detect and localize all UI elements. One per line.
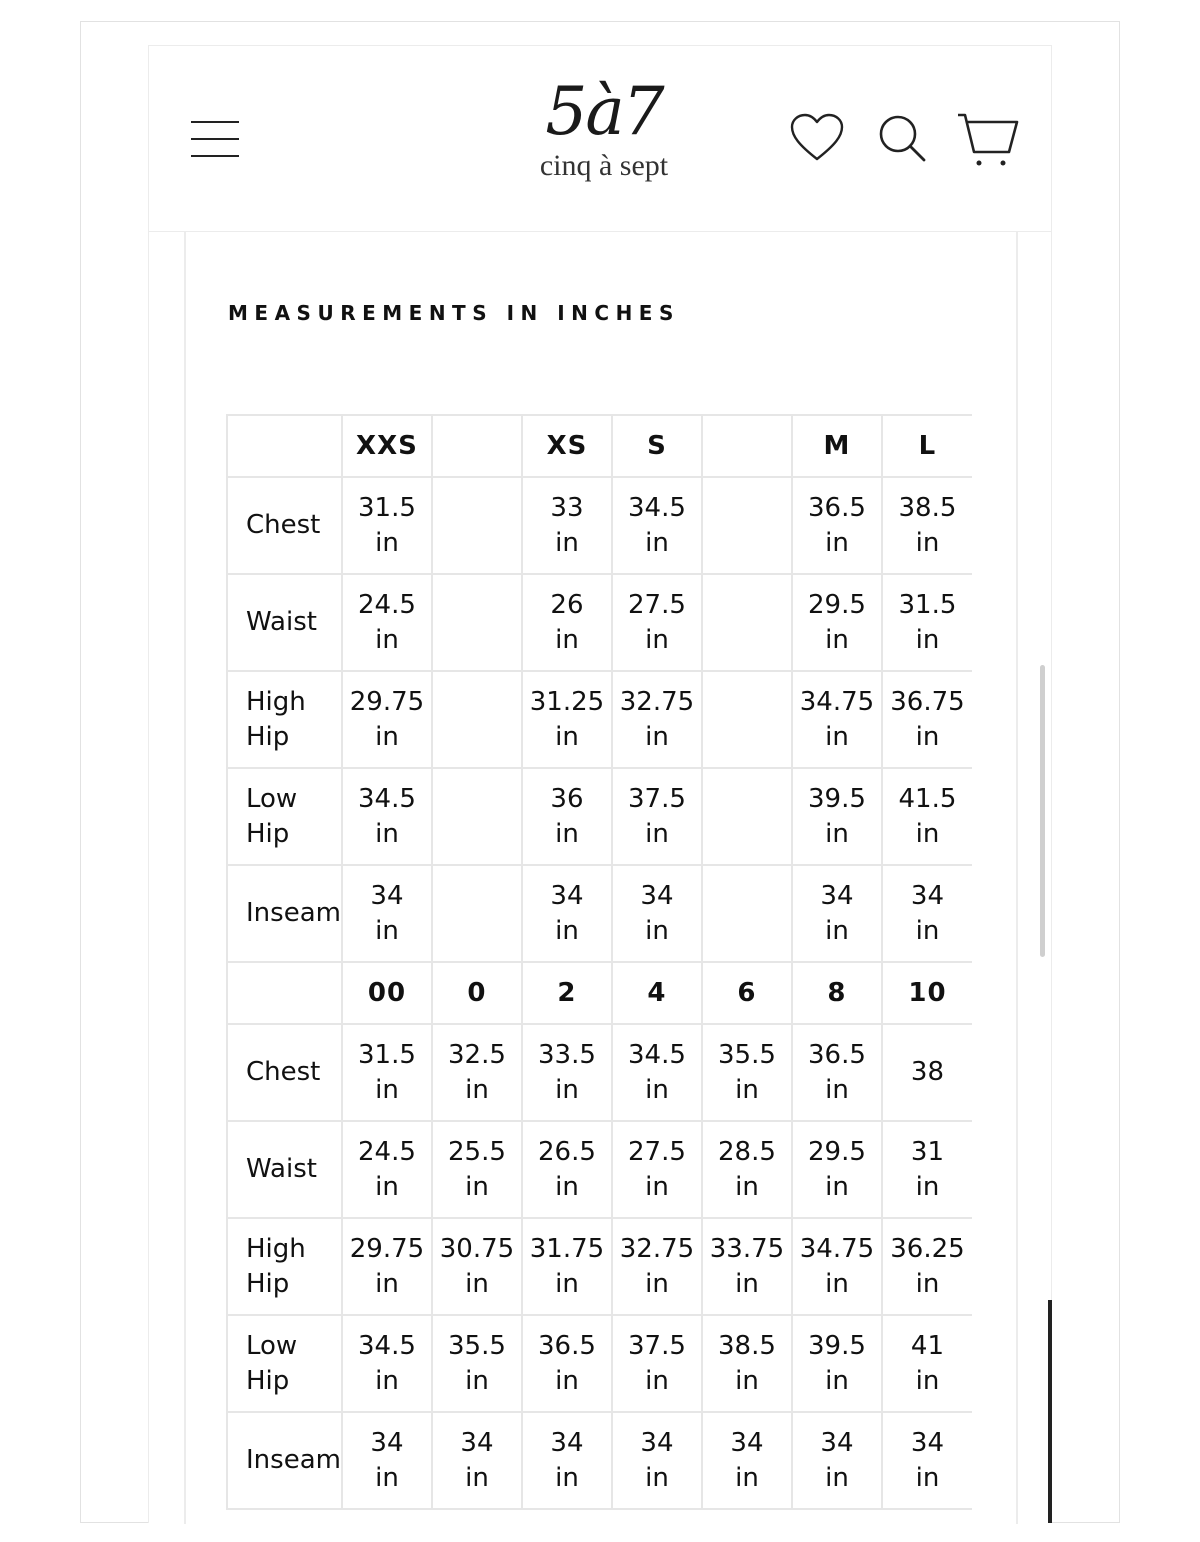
measurement-row xyxy=(227,1315,972,1412)
measurement-label: Chest xyxy=(227,1024,342,1121)
measurement-value-cell: 34.75 in xyxy=(792,671,882,768)
measurement-value-cell: 38 xyxy=(882,1024,972,1121)
measurement-value-cell: 34 in xyxy=(792,1412,882,1509)
measurement-value-cell: 34.5 in xyxy=(342,768,432,865)
measurement-row xyxy=(227,1024,972,1121)
measurement-value-cell: 35.5 in xyxy=(432,1315,522,1412)
measurement-label: Waist xyxy=(227,1121,342,1218)
measurement-value-cell: 38.5 in xyxy=(882,477,972,574)
measurement-value-cell: 28.5 in xyxy=(702,1121,792,1218)
measurement-value-cell: 33 in xyxy=(522,477,612,574)
measurement-value-cell: 34 in xyxy=(342,1412,432,1509)
measurement-value-cell: 36.5 in xyxy=(792,1024,882,1121)
size-header-cell xyxy=(702,415,792,477)
measurement-value-cell: 37.5 in xyxy=(612,1315,702,1412)
measurement-value-cell: 39.5 in xyxy=(792,768,882,865)
size-header-cell: 6 xyxy=(702,962,792,1024)
size-header-cell: S xyxy=(612,415,702,477)
measurement-value-cell: 31.5 in xyxy=(882,574,972,671)
measurement-value-cell: 32.75 in xyxy=(612,671,702,768)
size-header-cell: L xyxy=(882,415,972,477)
measurement-value-cell: 34 in xyxy=(612,1412,702,1509)
brand-logo[interactable] xyxy=(439,73,769,206)
measurement-label: Inseam xyxy=(227,1412,342,1509)
measurement-value-cell: 31.25 in xyxy=(522,671,612,768)
measurement-value-cell: 31 in xyxy=(882,1121,972,1218)
measurement-value-cell: 36 in xyxy=(522,768,612,865)
measurement-value-cell: 29.5 in xyxy=(792,574,882,671)
measurement-value-cell: 29.75 in xyxy=(342,1218,432,1315)
measurement-value-cell: 34 in xyxy=(342,865,432,962)
header-corner-cell xyxy=(227,415,342,477)
measurement-value-cell: 27.5 in xyxy=(612,1121,702,1218)
measurement-value-cell: 33.75 in xyxy=(702,1218,792,1315)
measurement-value-cell xyxy=(702,574,792,671)
measurement-value-cell: 36.5 in xyxy=(792,477,882,574)
edge-divider xyxy=(1048,1300,1052,1523)
size-header-cell: XXS xyxy=(342,415,432,477)
size-header-cell: 2 xyxy=(522,962,612,1024)
size-header-cell: 00 xyxy=(342,962,432,1024)
size-header-cell: XS xyxy=(522,415,612,477)
measurement-value-cell: 34.75 in xyxy=(792,1218,882,1315)
measurement-value-cell xyxy=(432,865,522,962)
measurement-value-cell xyxy=(432,671,522,768)
measurement-label: Low Hip xyxy=(227,1315,342,1412)
measurement-value-cell: 25.5 in xyxy=(432,1121,522,1218)
measurement-value-cell: 32.75 in xyxy=(612,1218,702,1315)
measurement-label: Inseam xyxy=(227,865,342,962)
measurement-value-cell: 29.75 in xyxy=(342,671,432,768)
measurement-value-cell: 31.5 in xyxy=(342,1024,432,1121)
measurement-row xyxy=(227,768,972,865)
measurement-value-cell: 33.5 in xyxy=(522,1024,612,1121)
measurement-value-cell xyxy=(432,574,522,671)
measurement-row xyxy=(227,865,972,962)
size-header-cell: M xyxy=(792,415,882,477)
measurement-value-cell: 34 in xyxy=(432,1412,522,1509)
measurement-value-cell: 34.5 in xyxy=(612,1024,702,1121)
measurement-value-cell xyxy=(432,477,522,574)
measurement-row xyxy=(227,1121,972,1218)
size-header-cell: 8 xyxy=(792,962,882,1024)
size-chart-body xyxy=(227,415,972,1509)
logo-mark: 5à7 xyxy=(545,73,663,150)
size-header-cell: 4 xyxy=(612,962,702,1024)
measurement-value-cell: 26.5 in xyxy=(522,1121,612,1218)
hamburger-menu-icon[interactable] xyxy=(189,119,241,159)
logo-subtitle: cinq à sept xyxy=(539,149,669,182)
measurement-value-cell: 30.75 in xyxy=(432,1218,522,1315)
measurement-row xyxy=(227,671,972,768)
measurement-label: Low Hip xyxy=(227,768,342,865)
measurement-value-cell xyxy=(702,477,792,574)
measurement-value-cell: 34.5 in xyxy=(342,1315,432,1412)
measurement-value-cell: 32.5 in xyxy=(432,1024,522,1121)
measurement-value-cell: 34 in xyxy=(702,1412,792,1509)
measurement-row xyxy=(227,574,972,671)
size-header-cell xyxy=(432,415,522,477)
measurement-value-cell xyxy=(702,865,792,962)
measurement-row xyxy=(227,1412,972,1509)
measurement-value-cell: 41 in xyxy=(882,1315,972,1412)
measurements-title: MEASUREMENTS IN INCHES xyxy=(228,301,680,325)
letter-size-header-row xyxy=(227,415,972,477)
measurement-value-cell: 31.75 in xyxy=(522,1218,612,1315)
measurement-value-cell: 34 in xyxy=(522,865,612,962)
measurement-value-cell: 39.5 in xyxy=(792,1315,882,1412)
measurement-value-cell: 34 in xyxy=(792,865,882,962)
measurement-value-cell: 27.5 in xyxy=(612,574,702,671)
scrollbar[interactable] xyxy=(1040,665,1045,957)
measurement-row xyxy=(227,477,972,574)
measurement-value-cell: 24.5 in xyxy=(342,574,432,671)
measurement-value-cell: 31.5 in xyxy=(342,477,432,574)
measurement-value-cell: 34 in xyxy=(882,1412,972,1509)
measurement-value-cell: 41.5 in xyxy=(882,768,972,865)
measurement-value-cell: 38.5 in xyxy=(702,1315,792,1412)
site-header xyxy=(149,46,1051,232)
measurement-label: Waist xyxy=(227,574,342,671)
size-header-cell: 10 xyxy=(882,962,972,1024)
heart-icon[interactable] xyxy=(789,112,845,164)
measurement-value-cell: 29.5 in xyxy=(792,1121,882,1218)
cart-icon[interactable] xyxy=(955,112,1021,168)
measurement-row xyxy=(227,1218,972,1315)
size-chart-table xyxy=(226,414,972,1510)
measurement-value-cell: 36.25 in xyxy=(882,1218,972,1315)
measurement-value-cell: 35.5 in xyxy=(702,1024,792,1121)
header-corner-cell xyxy=(227,962,342,1024)
measurement-value-cell xyxy=(432,768,522,865)
numeric-size-header-row xyxy=(227,962,972,1024)
measurement-value-cell xyxy=(702,768,792,865)
measurement-label: High Hip xyxy=(227,671,342,768)
measurement-value-cell: 34 in xyxy=(882,865,972,962)
search-icon[interactable] xyxy=(877,112,929,164)
measurement-value-cell: 26 in xyxy=(522,574,612,671)
size-header-cell: 0 xyxy=(432,962,522,1024)
measurement-value-cell: 36.5 in xyxy=(522,1315,612,1412)
measurement-value-cell: 34 in xyxy=(612,865,702,962)
measurement-value-cell: 37.5 in xyxy=(612,768,702,865)
measurement-label: Chest xyxy=(227,477,342,574)
measurement-value-cell: 36.75 in xyxy=(882,671,972,768)
measurement-label: High Hip xyxy=(227,1218,342,1315)
measurement-value-cell: 24.5 in xyxy=(342,1121,432,1218)
measurement-value-cell: 34 in xyxy=(522,1412,612,1509)
measurement-value-cell: 34.5 in xyxy=(612,477,702,574)
measurement-value-cell xyxy=(702,671,792,768)
